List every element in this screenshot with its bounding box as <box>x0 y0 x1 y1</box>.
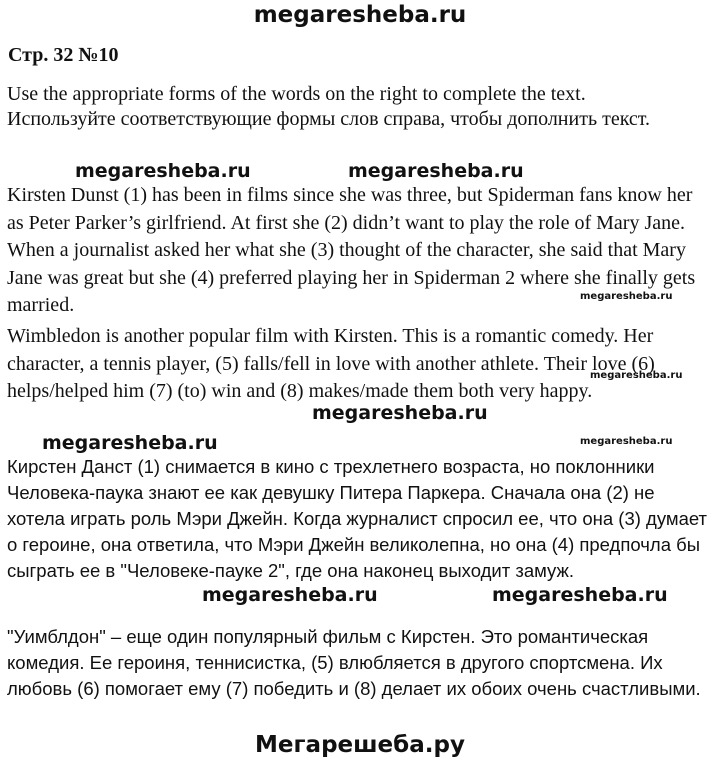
instructions-english: Use the appropriate forms of the words on the right to complete the text. <box>7 83 586 105</box>
english-paragraph-2: Wimbledon is another popular film with Kirsten. This is a romantic comedy. Her character, a tennis player, (5) falls/fell in love with another athlete. Their love (6) helps/helped him (7) (to) win and (8) makes/made them both very happy. <box>7 325 655 402</box>
watermark-small: megaresheba.ru <box>580 291 673 302</box>
instructions-russian: Используйте соответствующие формы слов справа, чтобы дополнить текст. <box>7 108 651 130</box>
watermark-small: megaresheba.ru <box>580 436 673 447</box>
english-paragraph-1: Kirsten Dunst (1) has been in films since she was three, but Spiderman fans know her as Peter Parker’s girlfriend. At first she (2) didn’t want to play the role of Mary Jane. When a journalist asked her what she (3) thought of the character, she said that Mary Jane was great but she (4) preferred playing her in Spiderman 2 where she finally gets married. <box>7 184 696 316</box>
watermark: megaresheba.ru <box>312 402 488 424</box>
russian-paragraph-2: "Уимблдон" – еще один популярный фильм с Кирстен. Это романтическая комедия. Ее героиня, теннисистка, (5) влюбляется в другого спортсмена. Их любовь (6) помогает ему (7) победить и (8) делает их обоих очень счастливыми. <box>7 626 701 699</box>
watermark-small: megaresheba.ru <box>590 370 683 381</box>
watermark: megaresheba.ru <box>492 584 668 606</box>
exercise-title: Стр. 32 №10 <box>8 44 119 66</box>
watermark: megaresheba.ru <box>202 584 378 606</box>
site-header-watermark: megaresheba.ru <box>253 2 467 28</box>
footer-watermark: Мегарешеба.ру <box>255 732 465 758</box>
watermark: megaresheba.ru <box>75 160 251 182</box>
russian-paragraph-1: Кирстен Данст (1) снимается в кино с трехлетнего возраста, но поклонники Человека-паука знают ее как девушку Питера Паркера. Сначала она (2) не хотела играть роль Мэри Джейн. Когда журналист спросил ее, что она (3) думает о героине, она ответила, что Мэри Джейн великолепна, но она (4) предпочла бы сыграть ее в "Человеке-пауке 2", где она наконец выходит замуж. <box>7 456 708 581</box>
watermark: megaresheba.ru <box>348 160 524 182</box>
watermark: megaresheba.ru <box>42 432 218 454</box>
